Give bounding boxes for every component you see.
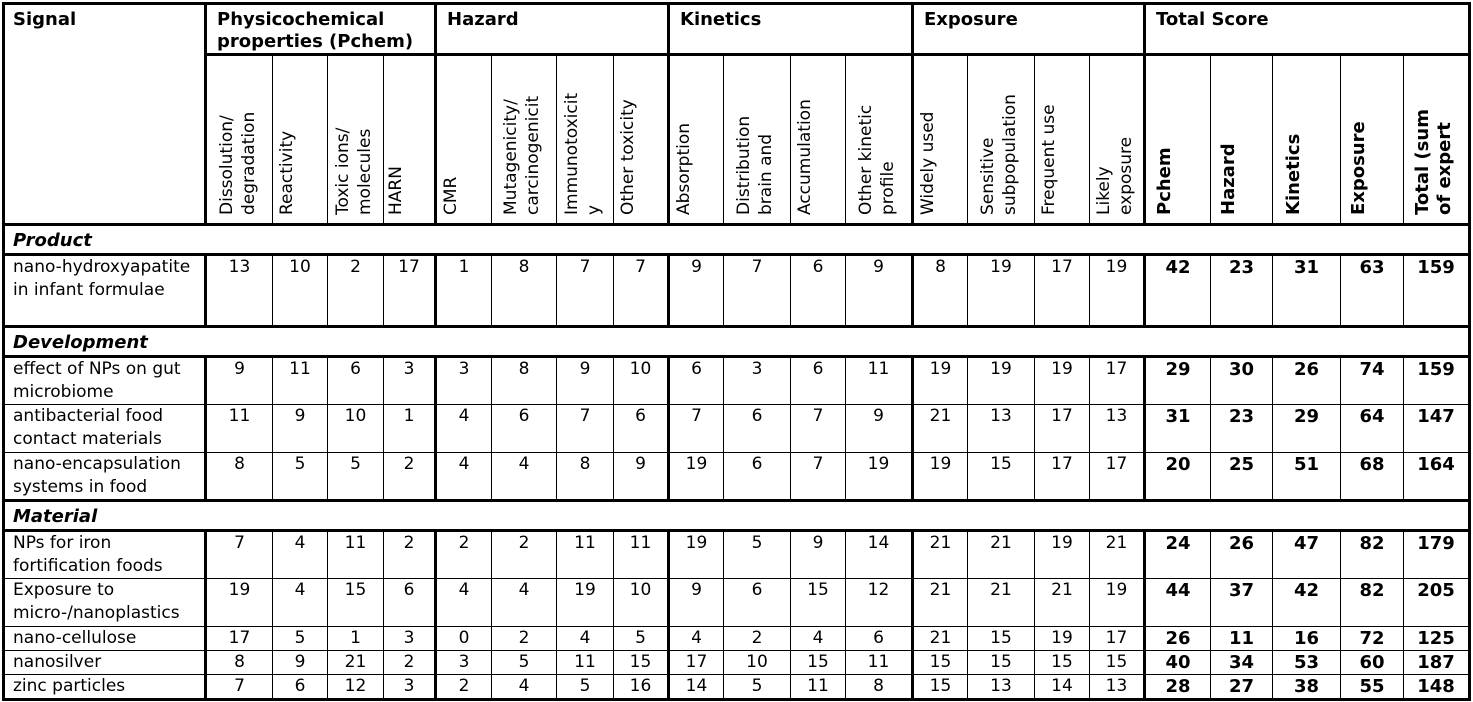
table-cell: 13 [968,405,1035,453]
table-cell: 21 [1035,579,1090,627]
column-header-label [1154,55,1202,215]
table-cell: 19 [846,453,913,501]
table-cell: 19 [669,531,724,579]
table-row [4,579,1470,627]
column-header-line: profile [877,161,898,215]
table-cell: 125 [1404,627,1470,651]
table-cell: 19 [557,579,614,627]
table-cell: 53 [1273,651,1341,675]
table-cell: 148 [1404,675,1470,700]
table-cell: 82 [1341,579,1404,627]
table-row [4,357,1470,405]
table-cell: 9 [669,579,724,627]
column-header [1211,55,1273,225]
table-cell: 4 [436,579,492,627]
table-cell: 187 [1404,651,1470,675]
table-cell: 17 [669,651,724,675]
signal-name: NPs for iron fortification foods [4,531,206,579]
table-cell: 15 [913,675,968,700]
table-cell: 19 [1090,255,1145,327]
table-cell: 4 [669,627,724,651]
table-cell: 63 [1341,255,1404,327]
group-header [436,4,669,55]
table-cell: 15 [1090,651,1145,675]
table-cell: 9 [614,453,669,501]
table-cell: 11 [846,357,913,405]
table-cell: 15 [791,579,846,627]
table-cell: 34 [1211,651,1273,675]
table-cell: 11 [328,531,384,579]
table-cell: 2 [384,651,436,675]
table-cell: 4 [273,579,328,627]
table-cell: 8 [492,255,557,327]
table-cell: 2 [492,531,557,579]
table-cell: 26 [1273,357,1341,405]
table-cell: 8 [206,453,273,501]
table-cell: 19 [968,255,1035,327]
table-cell: 6 [669,357,724,405]
table-cell: 19 [968,357,1035,405]
column-header [614,55,669,225]
table-cell: 15 [968,453,1035,501]
table-cell: 7 [557,255,614,327]
table-cell: 3 [724,357,791,405]
group-header-line: Physicochemical [217,9,385,30]
column-header [669,55,724,225]
group-header [206,4,436,55]
table-cell: 23 [1211,405,1273,453]
column-header [968,55,1035,225]
signal-name: nano-encapsulation systems in food [4,453,206,501]
column-header-line: molecules [354,128,375,215]
group-header-line: Total Score [1156,9,1269,30]
table-cell: 10 [614,357,669,405]
table-cell: 6 [614,405,669,453]
table-row [4,627,1470,651]
table-cell: 74 [1341,357,1404,405]
table-cell: 159 [1404,357,1470,405]
table-cell: 3 [436,651,492,675]
column-header-label [1348,55,1396,215]
table-cell: 60 [1341,651,1404,675]
column-header-line: Likely [1093,166,1114,215]
table-cell: 21 [913,531,968,579]
table-cell: 13 [1090,675,1145,700]
column-header-line: Hazard [1217,143,1239,215]
signal-header: Signal [4,4,206,225]
table-cell: 1 [328,627,384,651]
table-cell: 11 [791,675,846,700]
column-header-label [440,55,488,215]
table-cell: 11 [273,357,328,405]
table-cell: 2 [724,627,791,651]
table-cell: 164 [1404,453,1470,501]
column-header-line: Exposure [1348,121,1369,215]
column-header-line: Toxic ions/ [332,127,353,215]
signal-name: zinc particles [4,675,206,700]
table-cell: 19 [1035,531,1090,579]
table-cell: 3 [436,357,492,405]
table-cell: 21 [913,627,968,651]
section-title: Development [4,327,1470,357]
table-cell: 19 [206,579,273,627]
column-header [492,55,557,225]
column-header-line: Kinetics [1282,133,1304,215]
table-row [4,453,1470,501]
table-cell: 4 [557,627,614,651]
table-row [4,675,1470,700]
column-header [328,55,384,225]
table-cell: 5 [614,627,669,651]
table-cell: 31 [1273,255,1341,327]
table-cell: 25 [1211,453,1273,501]
table-cell: 11 [614,531,669,579]
table-cell: 19 [913,453,968,501]
table-cell: 15 [913,651,968,675]
column-header-line: of expert [1434,122,1455,215]
table-cell: 15 [1035,651,1090,675]
table-cell: 15 [791,651,846,675]
table-cell: 6 [846,627,913,651]
section-title: Product [4,225,1470,255]
column-header-label [794,55,842,215]
table-cell: 14 [846,531,913,579]
column-header [384,55,436,225]
table-cell: 47 [1273,531,1341,579]
section-title: Material [4,501,1470,531]
table-cell: 8 [492,357,557,405]
table-cell: 8 [557,453,614,501]
table-cell: 6 [724,405,791,453]
table-cell: 5 [724,675,791,700]
table-row [4,255,1470,327]
table-cell: 13 [206,255,273,327]
column-header-line: Dissolution/ [216,115,237,215]
table-cell: 2 [436,531,492,579]
table-cell: 7 [791,405,846,453]
column-header-label [1412,55,1460,215]
table-row [4,651,1470,675]
table-cell: 11 [1211,627,1273,651]
table-cell: 72 [1341,627,1404,651]
table-cell: 38 [1273,675,1341,700]
table-cell: 26 [1145,627,1211,651]
column-header-line: Pchem [1154,147,1175,215]
table-cell: 6 [791,255,846,327]
group-header-line: Hazard [447,9,519,30]
table-cell: 3 [384,627,436,651]
table-cell: 4 [492,453,557,501]
table-cell: 15 [614,651,669,675]
column-header [436,55,492,225]
table-cell: 6 [492,405,557,453]
column-header-label [561,55,609,215]
table-cell: 21 [328,651,384,675]
signal-score-table [2,2,1471,701]
table-cell: 29 [1273,405,1341,453]
table-cell: 19 [669,453,724,501]
table-cell: 4 [492,579,557,627]
table-cell: 205 [1404,579,1470,627]
column-header-line: CMR [441,176,461,215]
table-cell: 2 [492,627,557,651]
column-header-label [500,55,548,215]
table-cell: 68 [1341,453,1404,501]
table-cell: 2 [384,453,436,501]
column-header-line: Immunotoxicit [562,92,582,215]
table-cell: 21 [913,405,968,453]
signal-name: effect of NPs on gut microbiome [4,357,206,405]
table-cell: 42 [1145,255,1211,327]
table-cell: 14 [669,675,724,700]
table-cell: 17 [1035,255,1090,327]
table-cell: 64 [1341,405,1404,453]
column-header-label [1283,55,1331,215]
column-header [1404,55,1470,225]
table-cell: 40 [1145,651,1211,675]
table-cell: 4 [436,405,492,453]
table-cell: 9 [791,531,846,579]
table-cell: 9 [273,651,328,675]
group-header [669,4,913,55]
table-cell: 29 [1145,357,1211,405]
column-header-line: Sensitive [978,137,998,215]
table-cell: 19 [913,357,968,405]
column-header [791,55,846,225]
table-cell: 8 [913,255,968,327]
column-header-label [977,55,1025,215]
table-cell: 3 [384,675,436,700]
table-cell: 2 [384,531,436,579]
column-header-line: carcinogenicit [523,95,543,215]
table-cell: 17 [206,627,273,651]
table-cell: 9 [846,405,913,453]
group-header-line: properties (Pchem) [217,31,414,52]
column-header [1273,55,1341,225]
table-cell: 11 [206,405,273,453]
table-cell: 3 [384,357,436,405]
column-header-line: Accumulation [795,99,815,215]
table-cell: 19 [1035,357,1090,405]
column-header-label [917,55,965,215]
signal-name: nano-cellulose [4,627,206,651]
table-cell: 7 [791,453,846,501]
table-cell: 44 [1145,579,1211,627]
table-cell: 9 [846,255,913,327]
column-header-line: subpopulation [1000,94,1020,215]
table-cell: 17 [1090,453,1145,501]
table-cell: 10 [273,255,328,327]
column-header [1341,55,1404,225]
table-cell: 6 [328,357,384,405]
column-header-line: Reactivity [277,130,297,215]
column-header-line: Other toxicity [617,99,638,215]
table-cell: 10 [328,405,384,453]
column-header [557,55,614,225]
table-cell: 5 [492,651,557,675]
table-cell: 31 [1145,405,1211,453]
column-header [1090,55,1145,225]
table-cell: 4 [273,531,328,579]
table-cell: 2 [328,255,384,327]
signal-name: Exposure to micro-/nanoplastics [4,579,206,627]
table-cell: 5 [724,531,791,579]
table-cell: 6 [791,357,846,405]
table-cell: 30 [1211,357,1273,405]
table-cell: 10 [614,579,669,627]
table-row [4,531,1470,579]
table-cell: 6 [724,453,791,501]
group-header [1145,4,1470,55]
group-header-line: Exposure [924,9,1018,30]
table-cell: 17 [1035,453,1090,501]
table-cell: 9 [206,357,273,405]
column-header-line: Distribution [734,115,754,215]
table-cell: 14 [1035,675,1090,700]
table-cell: 15 [328,579,384,627]
signal-name: antibacterial food contact materials [4,405,206,453]
table-cell: 5 [557,675,614,700]
column-header-line: y [584,204,604,215]
table-cell: 21 [913,579,968,627]
table-cell: 42 [1273,579,1341,627]
column-header [1145,55,1211,225]
table-cell: 179 [1404,531,1470,579]
table-cell: 20 [1145,453,1211,501]
group-header-line: Kinetics [680,9,762,30]
column-header-label [855,55,903,215]
table-cell: 6 [724,579,791,627]
table-cell: 27 [1211,675,1273,700]
table-cell: 9 [669,255,724,327]
table-cell: 28 [1145,675,1211,700]
column-header-label [617,55,665,215]
table-cell: 9 [273,405,328,453]
table-cell: 4 [436,453,492,501]
column-header-line: Frequent use [1039,104,1059,215]
table-cell: 147 [1404,405,1470,453]
table-cell: 4 [791,627,846,651]
table-cell: 26 [1211,531,1273,579]
column-header-label [276,55,324,215]
column-header-line: exposure [1115,136,1136,215]
table-cell: 17 [1035,405,1090,453]
column-header-label [385,55,433,215]
table-cell: 7 [614,255,669,327]
table-cell: 8 [846,675,913,700]
table-cell: 17 [384,255,436,327]
table-cell: 17 [1090,627,1145,651]
table-cell: 13 [1090,405,1145,453]
column-header-label [733,55,781,215]
table-cell: 23 [1211,255,1273,327]
table-cell: 7 [669,405,724,453]
table-cell: 5 [273,627,328,651]
column-header-label [216,55,264,215]
table-cell: 15 [968,651,1035,675]
table-cell: 5 [273,453,328,501]
table-cell: 24 [1145,531,1211,579]
table-cell: 16 [1273,627,1341,651]
column-header [913,55,968,225]
table-cell: 82 [1341,531,1404,579]
table-cell: 7 [206,531,273,579]
column-header-line: Mutagenicity/ [501,99,521,215]
group-header [913,4,1145,55]
table-cell: 8 [206,651,273,675]
column-header-label [1038,55,1086,215]
table-cell: 17 [1090,357,1145,405]
table-cell: 11 [557,651,614,675]
table-cell: 11 [557,531,614,579]
column-header-label [332,55,380,215]
table-cell: 15 [968,627,1035,651]
table-row [4,405,1470,453]
column-header [206,55,273,225]
table-cell: 7 [724,255,791,327]
table-cell: 6 [384,579,436,627]
column-header-line: Absorption [673,122,694,215]
column-header [724,55,791,225]
column-header-line: Widely used [917,111,938,215]
table-cell: 19 [1090,579,1145,627]
table-cell: 4 [492,675,557,700]
table-cell: 2 [436,675,492,700]
table-cell: 21 [968,531,1035,579]
column-header-line: Other kinetic [855,104,876,215]
column-header-label [1218,55,1266,215]
column-header [273,55,328,225]
column-header-label [673,55,721,215]
table-cell: 21 [968,579,1035,627]
table-cell: 5 [328,453,384,501]
column-header [846,55,913,225]
table-cell: 51 [1273,453,1341,501]
table-cell: 0 [436,627,492,651]
table-cell: 37 [1211,579,1273,627]
table-cell: 16 [614,675,669,700]
table-cell: 12 [328,675,384,700]
table-cell: 159 [1404,255,1470,327]
table-cell: 21 [1090,531,1145,579]
column-header [1035,55,1090,225]
signal-name: nano-hydroxyapatite in infant formulae [4,255,206,327]
column-header-line: Total (sum [1412,109,1433,215]
table-cell: 10 [724,651,791,675]
column-header-label [1093,55,1141,215]
table-cell: 13 [968,675,1035,700]
table-cell: 7 [557,405,614,453]
column-header-line: brain and [756,133,776,215]
column-header-line: HARN [386,166,406,215]
table-cell: 9 [557,357,614,405]
table-cell: 19 [1035,627,1090,651]
table-cell: 6 [273,675,328,700]
table-cell: 11 [846,651,913,675]
table-cell: 7 [206,675,273,700]
table-cell: 55 [1341,675,1404,700]
column-header-line: degradation [238,111,259,215]
table-cell: 1 [384,405,436,453]
signal-name: nanosilver [4,651,206,675]
table-cell: 12 [846,579,913,627]
table-cell: 1 [436,255,492,327]
